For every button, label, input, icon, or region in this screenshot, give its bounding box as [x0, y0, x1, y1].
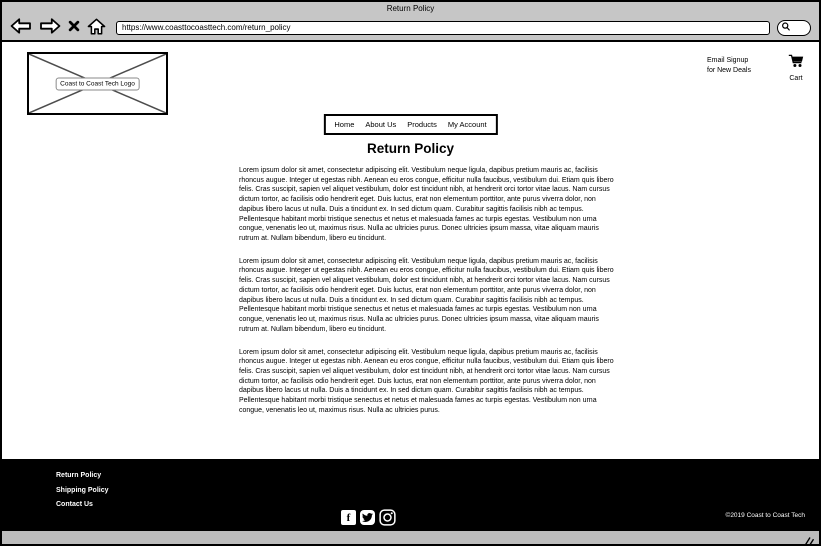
home-icon	[87, 18, 106, 38]
address-bar[interactable]	[116, 21, 770, 35]
url-input[interactable]	[117, 22, 769, 34]
main-nav	[323, 114, 497, 135]
close-icon	[68, 20, 80, 35]
search-icon	[781, 19, 792, 37]
window-bottom-bar	[2, 531, 819, 544]
nav-item-about-us[interactable]: About Us	[365, 120, 397, 129]
nav-item-my-account[interactable]: My Account	[447, 120, 487, 129]
twitter-icon[interactable]	[360, 510, 375, 525]
footer-links	[56, 469, 109, 513]
home-button[interactable]	[87, 18, 106, 38]
facebook-icon[interactable]: f	[341, 510, 356, 525]
policy-text	[239, 166, 616, 429]
policy-paragraph: Lorem ipsum dolor sit amet, consectetur adipiscing elit. Vestibulum neque ligula, dapibus pretium mauris ac, facilisis rhoncus augue. Integer ut egestas nibh. Aenean eu eros congue, efficitur nulla faucibus, vestibulum dui. Etiam quis libero felis. Cras suscipit, sapien vel aliquet vestibulum, dolor est tincidunt nibh, at hendrerit orci tortor vitae lacus. Nam cursus dictum tortor, ac facilisis odio hendrerit eget. Duis luctus, erat non elementum porttitor, ante purus viverra dolor, non dapibus libero lacus ut nulla. Duis a tincidunt ex. In sed dictum quam. Curabitur sagittis facilisis nibh ac tempus. Pellentesque habitant morbi tristique senectus et netus et malesuada fames ac turpis egestas. Vestibulum non urna congue, venenatis leo ut, maximus risus. Nulla ac ultricies purus. Donec ultricies ipsum massa, vitae aliquam mauris rutrum at. Nullam bibendum, libero eu tincidunt.	[239, 167, 614, 243]
cart-icon	[788, 56, 804, 73]
policy-paragraph: Lorem ipsum dolor sit amet, consectetur adipiscing elit. Vestibulum neque ligula, dapibus pretium mauris ac, facilisis rhoncus augue. Integer ut egestas nibh. Aenean eu eros congue, efficitur nulla faucibus, vestibulum dui. Etiam quis libero felis. Cras suscipit, sapien vel aliquet vestibulum, dolor est tincidunt nibh, at hendrerit orci tortor vitae lacus. Nam cursus dictum tortor, ac facilisis odio hendrerit eget. Duis luctus, erat non elementum porttitor, ante purus viverra dolor, non dapibus libero lacus ut nulla. Duis a tincidunt ex. In sed dictum quam. Curabitur sagittis facilisis nibh ac tempus. Pellentesque habitant morbi tristique senectus et netus et malesuada fames ac turpis egestas. Vestibulum non urna congue, venenatis leo ut, maximus risus. Nulla ac ultricies purus.	[239, 348, 614, 414]
site-logo[interactable]	[27, 52, 168, 115]
instagram-icon[interactable]	[379, 509, 396, 526]
email-signup-line1: Email Signup	[707, 57, 749, 64]
forward-button[interactable]	[39, 17, 61, 38]
page-content	[2, 42, 819, 459]
social-links	[341, 509, 396, 526]
forward-icon	[39, 17, 61, 38]
logo-label: Coast to Coast Tech Logo	[55, 77, 140, 90]
nav-item-products[interactable]: Products	[407, 120, 437, 129]
footer-link-return-policy[interactable]: Return Policy	[56, 472, 102, 479]
nav-item-home[interactable]: Home	[334, 120, 355, 129]
window-title: Return Policy	[386, 4, 435, 13]
back-icon	[10, 17, 32, 38]
browser-toolbar	[2, 15, 819, 42]
footer-link-shipping-policy[interactable]: Shipping Policy	[56, 486, 109, 494]
stop-button[interactable]	[68, 20, 80, 35]
cart-button[interactable]	[781, 53, 811, 82]
copyright-text: ©2019 Coast to Coast Tech	[725, 512, 805, 519]
page-title: Return Policy	[366, 141, 455, 156]
email-signup-line2: for New Deals	[707, 67, 751, 74]
email-signup-link[interactable]	[707, 56, 751, 76]
browser-titlebar	[2, 2, 819, 15]
search-button[interactable]	[777, 20, 811, 36]
policy-paragraph: Lorem ipsum dolor sit amet, consectetur adipiscing elit. Vestibulum neque ligula, dapibus pretium mauris ac, facilisis rhoncus augue. Integer ut egestas nibh. Aenean eu eros congue, efficitur nulla faucibus, vestibulum dui. Etiam quis libero felis. Cras suscipit, sapien vel aliquet vestibulum, dolor est tincidunt nibh, at hendrerit orci tortor vitae lacus. Nam cursus dictum tortor, ac facilisis odio hendrerit eget. Duis luctus, erat non elementum porttitor, ante purus viverra dolor, non dapibus libero lacus ut nulla. Duis a tincidunt ex. In sed dictum quam. Curabitur sagittis facilisis nibh ac tempus. Pellentesque habitant morbi tristique senectus et netus et malesuada fames ac turpis egestas. Vestibulum non urna congue, venenatis leo ut, maximus risus. Nulla ac ultricies purus. Donec ultricies ipsum massa, vitae aliquam mauris rutrum at. Nullam bibendum, libero eu tincidunt.	[239, 257, 614, 333]
resize-grip-icon[interactable]	[802, 533, 814, 546]
cart-label: Cart	[789, 75, 803, 82]
footer-link-contact-us[interactable]: Contact Us	[56, 501, 93, 509]
back-button[interactable]	[10, 17, 32, 38]
page-footer	[2, 459, 819, 531]
